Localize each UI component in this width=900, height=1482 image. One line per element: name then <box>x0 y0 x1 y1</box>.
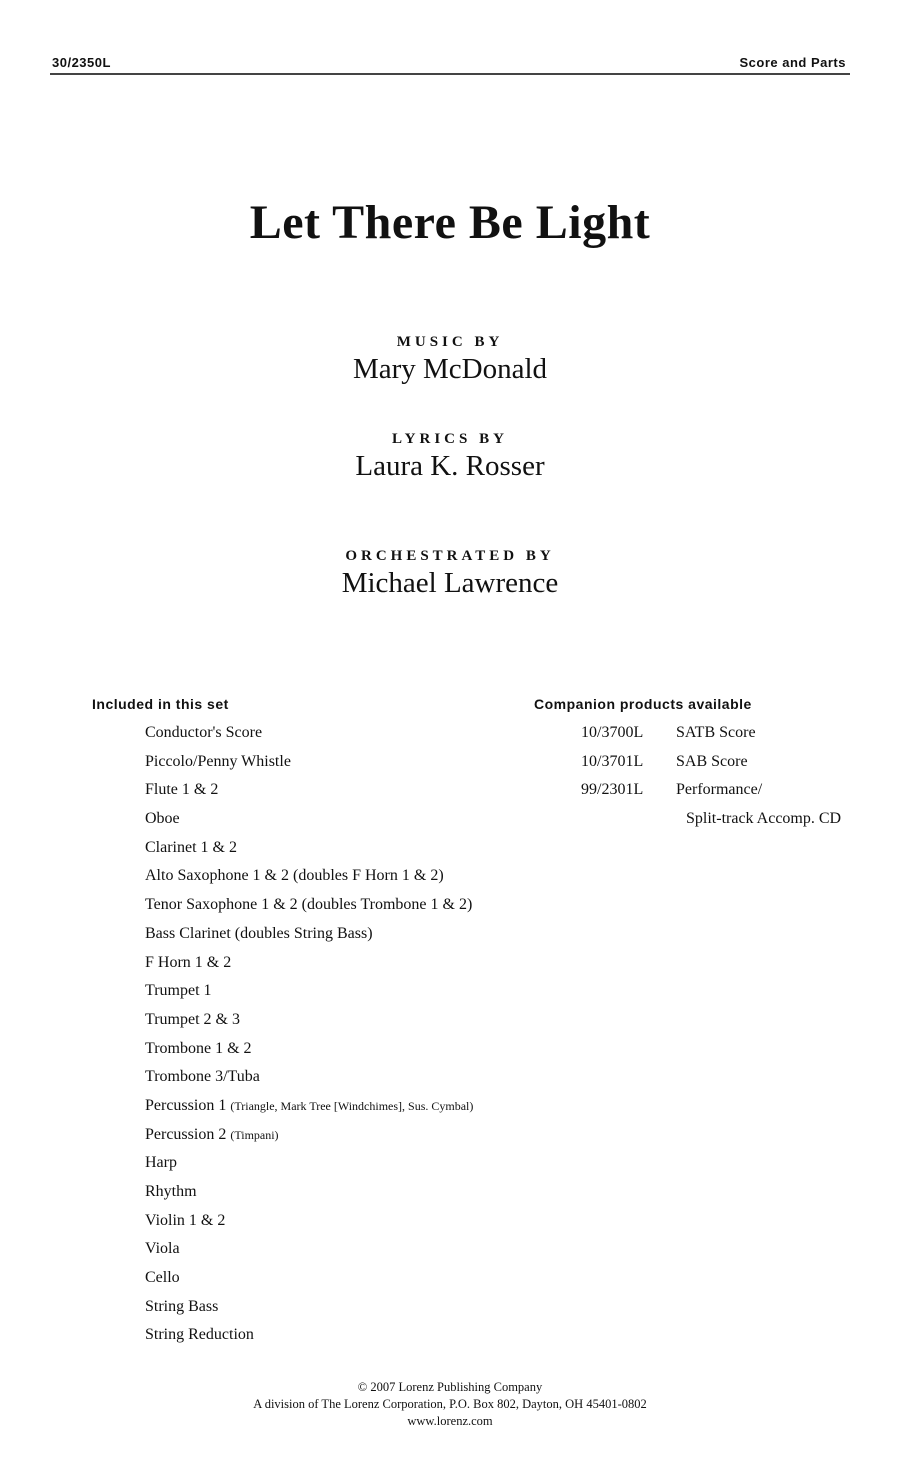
list-item <box>145 1152 473 1181</box>
list-item <box>145 1095 473 1124</box>
product-description-continued: Split-track Accomp. CD <box>686 810 842 828</box>
publisher-address: A division of The Lorenz Corporation, P.O. Box 802, Dayton, OH 45401-0802 <box>253 1397 647 1411</box>
composer-name: Mary McDonald <box>352 353 548 385</box>
included-parts-list <box>145 722 473 1353</box>
part-name: Alto Saxophone 1 & 2 (doubles F Horn 1 & 2) <box>145 867 444 885</box>
companion-heading: Companion products available <box>534 696 752 712</box>
header-rule <box>50 73 850 75</box>
list-item <box>145 1324 473 1353</box>
part-name: Trumpet 1 <box>145 982 212 1000</box>
list-item <box>145 1238 473 1267</box>
part-name: Harp <box>145 1154 177 1172</box>
product-number: 99/2301L <box>581 781 644 799</box>
part-name: Rhythm <box>145 1183 197 1200</box>
lyrics-credit-label: LYRICS BY <box>392 431 508 447</box>
part-name: Viola <box>145 1240 180 1258</box>
list-item <box>145 1066 473 1095</box>
product-number: 10/3701L <box>581 752 644 770</box>
part-name: Trombone 3/Tuba <box>145 1068 260 1086</box>
list-item <box>145 952 473 981</box>
part-note: (Timpani) <box>230 1127 279 1142</box>
table-row <box>581 722 841 751</box>
companion-products-table <box>581 722 841 837</box>
table-row <box>581 779 841 808</box>
list-item <box>145 808 473 837</box>
music-credit-label: MUSIC BY <box>396 334 504 350</box>
part-name: F Horn 1 & 2 <box>145 953 232 971</box>
part-name: Conductor's Score <box>145 724 263 741</box>
lyricist-name: Laura K. Rosser <box>355 450 545 482</box>
part-name: Cello <box>145 1269 180 1287</box>
part-name: Trumpet 2 & 3 <box>145 1010 240 1028</box>
part-note: (Triangle, Mark Tree [Windchimes], Sus. Cymbal) <box>230 1098 474 1113</box>
copyright-line: © 2007 Lorenz Publishing Company <box>357 1380 543 1394</box>
list-item <box>145 1181 473 1210</box>
part-name: Clarinet 1 & 2 <box>145 838 237 856</box>
product-description: SATB Score <box>676 724 756 741</box>
edition-type: Score and Parts <box>739 55 846 70</box>
orchestration-credit-label: ORCHESTRATED BY <box>345 548 555 564</box>
product-description: Performance/ <box>676 781 763 799</box>
product-number: 10/3700L <box>581 724 644 741</box>
product-description: SAB Score <box>676 752 748 770</box>
list-item <box>145 1267 473 1296</box>
list-item <box>145 1009 473 1038</box>
list-item <box>145 1296 473 1325</box>
list-item <box>145 751 473 780</box>
table-row <box>581 751 841 780</box>
list-item <box>145 1210 473 1239</box>
list-item <box>145 1124 473 1153</box>
included-heading: Included in this set <box>92 696 229 712</box>
part-name: Percussion 1 <box>145 1096 227 1114</box>
list-item <box>145 980 473 1009</box>
list-item <box>145 894 473 923</box>
list-item <box>145 1038 473 1067</box>
page-header <box>50 55 850 75</box>
part-name: Percussion 2 <box>145 1125 227 1143</box>
list-item <box>145 722 473 751</box>
part-name: Flute 1 & 2 <box>145 781 219 799</box>
part-name: String Reduction <box>145 1326 254 1344</box>
catalog-number: 30/2350L <box>52 55 111 70</box>
list-item <box>145 837 473 866</box>
list-item <box>145 779 473 808</box>
part-name: Piccolo/Penny Whistle <box>145 752 291 770</box>
orchestrator-name: Michael Lawrence <box>341 567 559 599</box>
part-name: String Bass <box>145 1297 219 1315</box>
part-name: Oboe <box>145 810 180 828</box>
table-row <box>581 808 841 837</box>
part-name: Violin 1 & 2 <box>145 1211 226 1229</box>
list-item <box>145 923 473 952</box>
part-name: Tenor Saxophone 1 & 2 (doubles Trombone 1 & 2) <box>145 896 473 914</box>
page-footer <box>0 1379 900 1430</box>
publisher-website: www.lorenz.com <box>407 1414 493 1428</box>
page-title: Let There Be Light <box>249 196 651 249</box>
part-name: Bass Clarinet (doubles String Bass) <box>145 924 373 942</box>
part-name: Trombone 1 & 2 <box>145 1039 252 1057</box>
list-item <box>145 865 473 894</box>
